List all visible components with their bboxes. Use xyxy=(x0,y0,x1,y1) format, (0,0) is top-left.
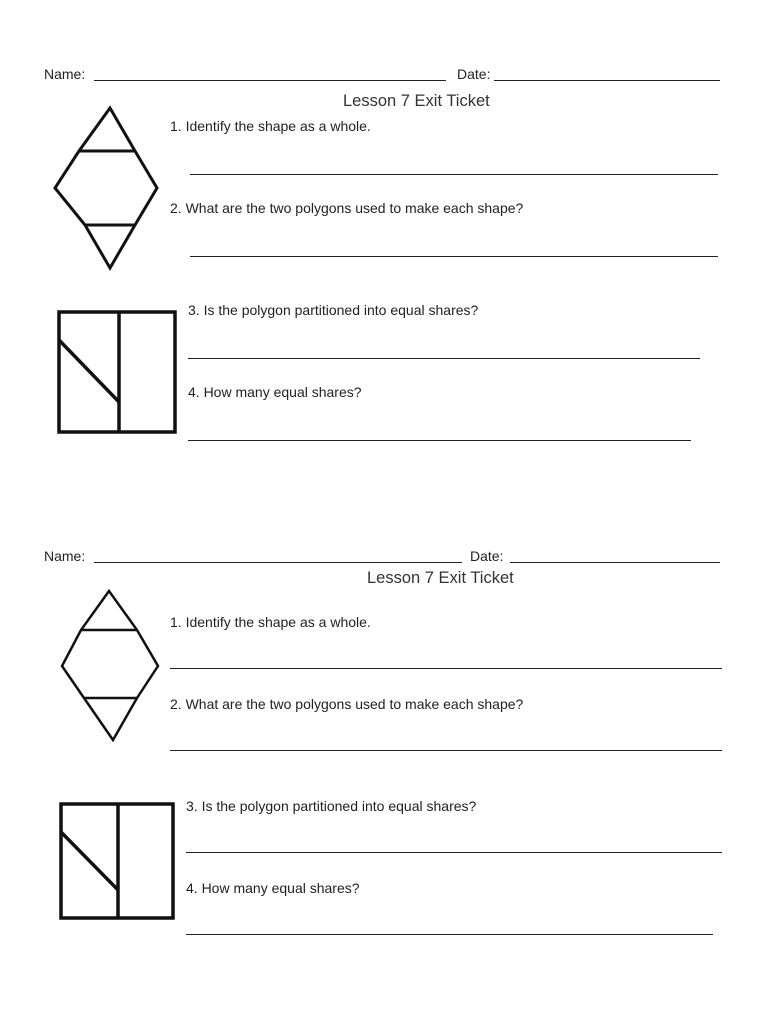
date-label: Date: xyxy=(457,66,491,82)
question-3: 3. Is the polygon partitioned into equal shares? xyxy=(188,302,479,318)
question-1: 1. Identify the shape as a whole. xyxy=(170,614,371,630)
date-answer-line[interactable] xyxy=(494,80,720,81)
date-answer-line[interactable] xyxy=(510,562,720,563)
ticket-title: Lesson 7 Exit Ticket xyxy=(367,569,514,587)
answer-line-4[interactable] xyxy=(188,440,691,441)
answer-line-1[interactable] xyxy=(190,174,718,175)
ticket-title: Lesson 7 Exit Ticket xyxy=(343,92,490,110)
question-4: 4. How many equal shares? xyxy=(186,880,360,896)
question-2: 2. What are the two polygons used to make each shape? xyxy=(170,696,524,712)
partitioned-rectangle-figure xyxy=(0,482,200,962)
question-2: 2. What are the two polygons used to make each shape? xyxy=(170,200,524,216)
answer-line-2[interactable] xyxy=(190,256,718,257)
question-3: 3. Is the polygon partitioned into equal shares? xyxy=(186,798,477,814)
name-label: Name: xyxy=(44,548,86,564)
answer-line-3[interactable] xyxy=(188,358,700,359)
answer-line-4[interactable] xyxy=(186,934,713,935)
answer-line-2[interactable] xyxy=(170,750,722,751)
date-label: Date: xyxy=(470,548,504,564)
partitioned-rectangle-figure xyxy=(0,0,200,480)
question-4: 4. How many equal shares? xyxy=(188,384,362,400)
name-label: Name: xyxy=(44,66,86,82)
answer-line-1[interactable] xyxy=(170,668,722,669)
answer-line-3[interactable] xyxy=(186,852,722,853)
question-1: 1. Identify the shape as a whole. xyxy=(170,118,371,134)
